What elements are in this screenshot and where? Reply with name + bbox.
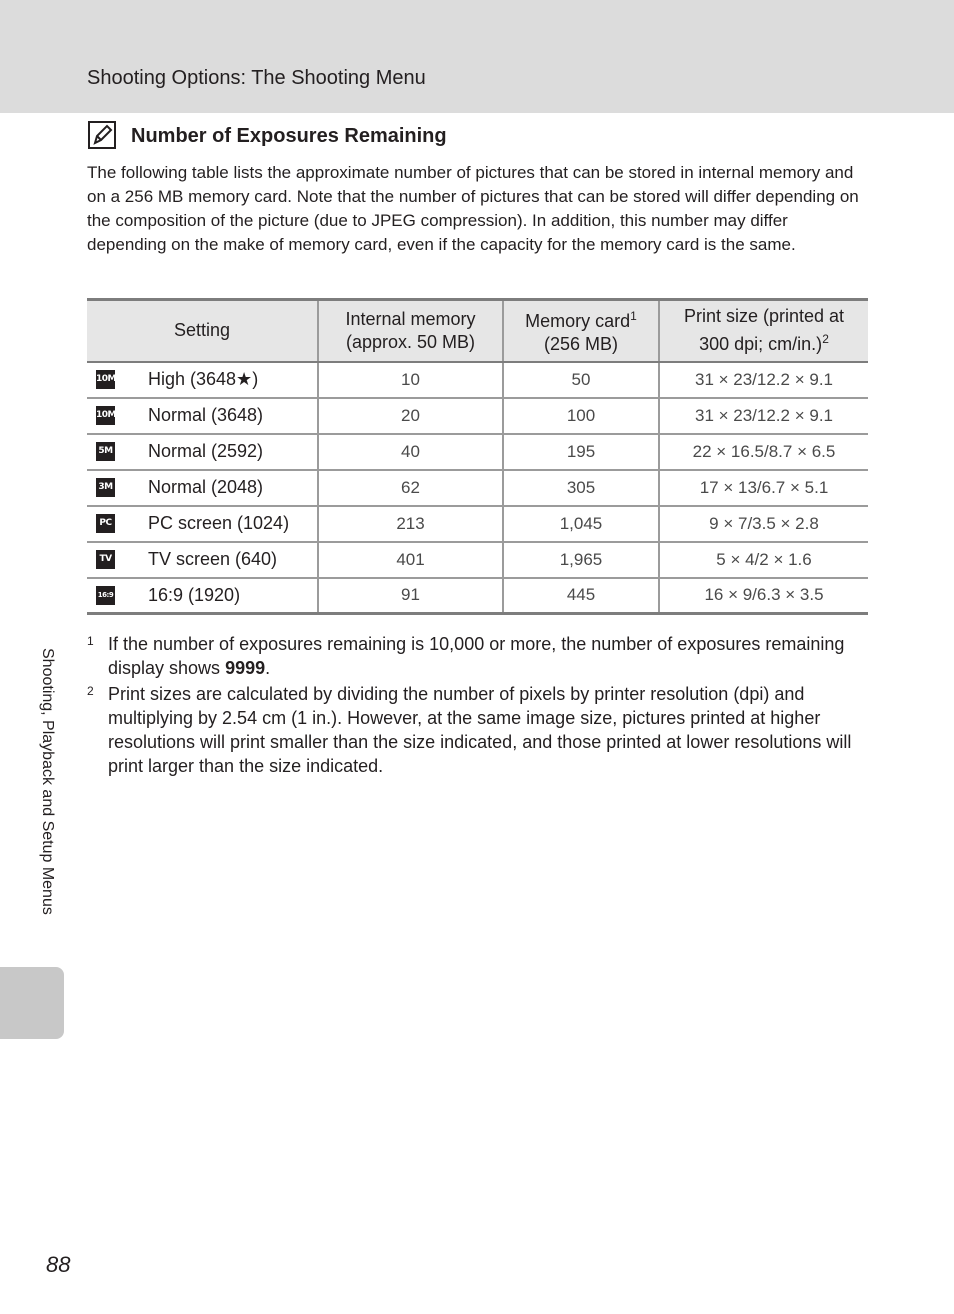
footnote-1-end: . bbox=[265, 658, 271, 678]
card-count: 1,045 bbox=[503, 506, 659, 542]
footnote-2-mark: 2 bbox=[87, 684, 94, 698]
image-mode-10m-star-icon: 10M★ bbox=[96, 370, 115, 389]
section-title: Number of Exposures Remaining bbox=[131, 125, 447, 147]
setting-label: 16:9 (1920) bbox=[148, 584, 241, 605]
print-size: 9 × 7/3.5 × 2.8 bbox=[659, 506, 868, 542]
header-memory-card: Memory card$^1$ (256 MB) bbox=[503, 300, 659, 362]
internal-count: 20 bbox=[318, 398, 503, 434]
print-size: 22 × 16.5/8.7 × 6.5 bbox=[659, 434, 868, 470]
table-header-row bbox=[87, 300, 868, 362]
internal-count: 401 bbox=[318, 542, 503, 578]
image-mode-3m-icon: 3M bbox=[96, 478, 115, 497]
page-header-title: Shooting Options: The Shooting Menu bbox=[87, 67, 426, 89]
internal-count: 10 bbox=[318, 362, 503, 398]
internal-count: 40 bbox=[318, 434, 503, 470]
image-mode-5m-icon: 5M bbox=[96, 442, 115, 461]
setting-label: Normal (3648) bbox=[148, 405, 264, 425]
setting-label: PC screen (1024) bbox=[148, 513, 290, 533]
setting-label: Normal (2048) bbox=[148, 477, 264, 497]
card-count: 305 bbox=[503, 470, 659, 506]
internal-count: 91 bbox=[318, 578, 503, 614]
internal-count: 62 bbox=[318, 470, 503, 506]
setting-label: High (3648★) bbox=[148, 369, 259, 389]
pencil-note-icon bbox=[88, 121, 116, 149]
header-print-size: Print size (printed at 300 dpi; cm/in.)$^2$ bbox=[659, 300, 868, 362]
table-row bbox=[87, 362, 868, 398]
header-internal-memory: Internal memory (approx. 50 MB) bbox=[318, 300, 503, 362]
image-mode-16-9-icon: 16:9 bbox=[96, 586, 115, 605]
print-size: 17 × 13/6.7 × 5.1 bbox=[659, 470, 868, 506]
print-size: 16 × 9/6.3 × 3.5 bbox=[659, 578, 868, 614]
footnote-1-mark: 1 bbox=[87, 634, 94, 648]
print-size: 5 × 4/2 × 1.6 bbox=[659, 542, 868, 578]
internal-count: 213 bbox=[318, 506, 503, 542]
card-count: 1,965 bbox=[503, 542, 659, 578]
card-count: 195 bbox=[503, 434, 659, 470]
setting-label: TV screen (640) bbox=[148, 549, 278, 569]
table-row bbox=[87, 542, 868, 578]
footnote-1 bbox=[87, 632, 867, 680]
print-size: 31 × 23/12.2 × 9.1 bbox=[659, 362, 868, 398]
footnote-2 bbox=[87, 682, 867, 778]
side-section-label: Shooting, Playback and Setup Menus bbox=[39, 648, 56, 915]
setting-label: Normal (2592) bbox=[148, 441, 264, 461]
card-count: 50 bbox=[503, 362, 659, 398]
intro-paragraph: The following table lists the approximate number of pictures that can be stored in internal memory and on a 256 MB memory card. Note that the number of pictures that can be stored will differ depending on the composition of the picture (due to JPEG compression). In addition, this number may differ depending on the make of memory card, even if the capacity for the memory card is the same. bbox=[87, 163, 859, 254]
header-band bbox=[0, 0, 954, 113]
side-section-tab bbox=[0, 967, 64, 1039]
footnote-1-bold: 9999 bbox=[225, 658, 266, 678]
table-row bbox=[87, 398, 868, 434]
table-row bbox=[87, 578, 868, 614]
table-row bbox=[87, 470, 868, 506]
image-mode-10m-icon: 10M bbox=[96, 406, 115, 425]
exposures-table bbox=[87, 298, 868, 615]
image-mode-tv-icon: TV bbox=[96, 550, 115, 569]
header-setting: Setting bbox=[87, 300, 318, 362]
table-row bbox=[87, 434, 868, 470]
footnote-1-text: If the number of exposures remaining is 10,000 or more, the number of exposures remaining display shows bbox=[108, 634, 845, 678]
footnotes bbox=[87, 632, 867, 780]
card-count: 445 bbox=[503, 578, 659, 614]
image-mode-pc-icon: PC bbox=[96, 514, 115, 533]
page-number: 88 bbox=[46, 1252, 71, 1277]
card-count: 100 bbox=[503, 398, 659, 434]
footnote-2-text: Print sizes are calculated by dividing the number of pixels by printer resolution (dpi) and multiplying by 2.54 cm (1 in.). However, at the same image size, pictures printed at higher resolutions will print smaller than the size indicated, and those printed at lower resolutions will print larger than the size indicated. bbox=[108, 684, 852, 776]
print-size: 31 × 23/12.2 × 9.1 bbox=[659, 398, 868, 434]
table-row bbox=[87, 506, 868, 542]
